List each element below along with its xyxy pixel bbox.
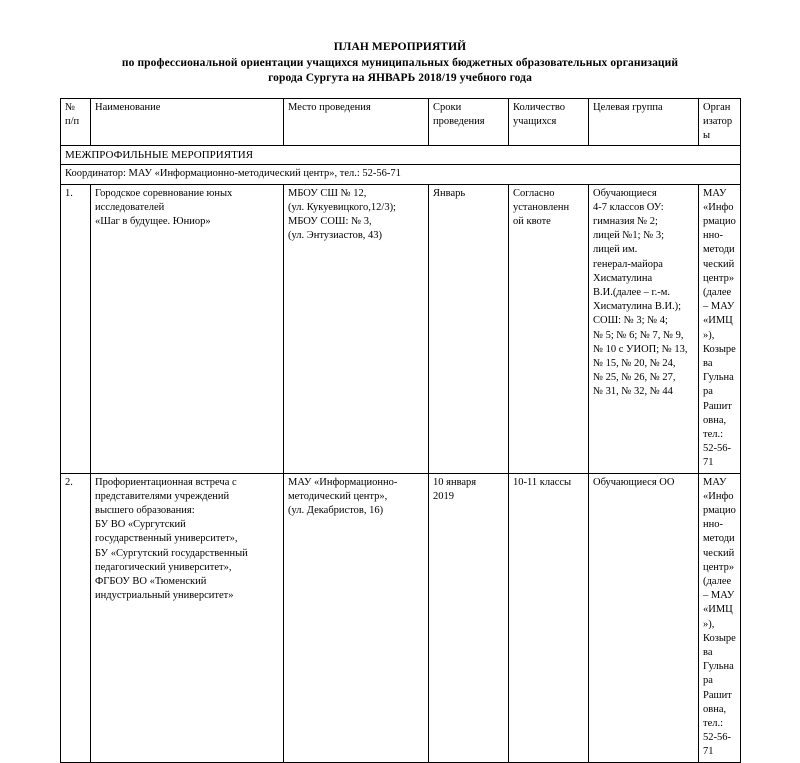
text-line: БУ «Сургутский государственный xyxy=(95,547,248,559)
row-venue xyxy=(284,184,429,473)
text-line: № 15, № 20, № 24, xyxy=(593,357,676,369)
column-header-number-line2: п/п xyxy=(65,115,80,127)
row-number: 2. xyxy=(61,473,91,762)
row-event-name-lines xyxy=(95,187,279,230)
column-header-dates-line1: Сроки xyxy=(433,101,462,113)
text-line: центр» xyxy=(703,561,735,573)
text-line: (далее – МАУ xyxy=(703,576,735,602)
text-line: 10-11 классы xyxy=(513,476,572,488)
text-line: генерал-майора xyxy=(593,258,663,270)
row-dates xyxy=(429,473,509,762)
text-line: (далее – МАУ xyxy=(703,286,735,313)
text-line: Козырева xyxy=(703,343,736,369)
text-line: (ул. Декабристов, 16) xyxy=(288,504,384,516)
column-header-target-group: Целевая группа xyxy=(589,98,699,146)
row-event-name xyxy=(91,473,284,762)
text-line: тел.: 52-56-71 xyxy=(703,428,731,469)
table-row xyxy=(61,184,741,473)
text-line: МБОУ СОШ: № 3, xyxy=(288,215,372,227)
text-line: № 25, № 26, № 27, xyxy=(593,372,676,384)
row-target-group-lines xyxy=(593,476,694,490)
row-dates-lines xyxy=(433,476,504,504)
row-venue-lines xyxy=(288,476,424,519)
title-line-3: города Сургута на ЯНВАРЬ 2018/19 учебного года xyxy=(268,72,532,84)
text-line: Хисматулина xyxy=(593,272,653,284)
row-event-name-lines xyxy=(95,476,279,604)
plan-table-container xyxy=(60,87,740,763)
text-line: государственный университет», xyxy=(95,533,238,545)
row-venue-lines xyxy=(288,187,424,244)
text-line: Козырева xyxy=(703,632,736,659)
title-line-1: ПЛАН МЕРОПРИЯТИЙ xyxy=(333,41,467,53)
text-line: «ИМЦ»), xyxy=(703,315,733,341)
section-banner-subtitle-row xyxy=(61,165,741,184)
row-student-count-lines xyxy=(513,476,584,490)
column-header-name: Наименование xyxy=(91,98,284,146)
row-organizers-lines xyxy=(703,476,736,760)
column-header-organizers: Организаторы xyxy=(699,98,741,146)
row-target-group xyxy=(589,184,699,473)
text-line: индустриальный университет» xyxy=(95,590,234,602)
text-line: № 10 с УИОП; № 13, xyxy=(593,343,688,355)
text-line: Рашитовна, xyxy=(703,689,732,715)
text-line: нно- xyxy=(703,230,723,242)
row-dates xyxy=(429,184,509,473)
text-line: методический xyxy=(703,533,735,559)
column-header-place: Место проведения xyxy=(284,98,429,146)
column-header-number xyxy=(61,98,91,146)
row-student-count xyxy=(509,184,589,473)
text-line: ой квоте xyxy=(513,215,551,227)
section-coordinator: Координатор: МАУ «Информационно-методический центр», тел.: 52-56-71 xyxy=(61,165,741,184)
text-line: центр» xyxy=(703,272,735,284)
row-organizers xyxy=(699,473,741,762)
text-line: 2019 xyxy=(433,490,454,502)
text-line: Гульнара xyxy=(703,372,734,398)
text-line: МАУ xyxy=(703,476,727,488)
text-line: Обучающиеся ОО xyxy=(593,476,675,488)
title-line-2: по профессиональной ориентации учащихся муниципальных бюджетных образовательных организаций xyxy=(121,56,679,69)
row-organizers-lines xyxy=(703,187,736,471)
table-header xyxy=(61,98,741,146)
text-line: (ул. Кукуевицкого,12/3); xyxy=(288,201,396,213)
row-venue xyxy=(284,473,429,762)
row-student-count-lines xyxy=(513,187,584,230)
plan-table xyxy=(60,98,741,763)
column-header-count-line1: Количество xyxy=(513,101,566,113)
text-line: ФГБОУ ВО «Тюменский xyxy=(95,576,207,587)
text-line: «ИМЦ»), xyxy=(703,604,733,630)
table-row xyxy=(61,473,741,762)
row-dates-lines xyxy=(433,187,504,201)
text-line: Гульнара xyxy=(703,661,734,687)
text-line: БУ ВО «Сургутский xyxy=(95,519,186,531)
column-header-count xyxy=(509,98,589,146)
text-line: 4-7 классов ОУ: xyxy=(593,201,664,213)
text-line: нно- xyxy=(703,519,723,531)
text-line: «Шаг в будущее. Юниор» xyxy=(95,215,211,227)
text-line: «Информацио xyxy=(703,490,736,516)
section-title: МЕЖПРОФИЛЬНЫЕ МЕРОПРИЯТИЯ xyxy=(61,146,741,165)
text-line: Обучающиеся xyxy=(593,187,657,199)
column-header-number-line1: № xyxy=(65,101,76,113)
text-line: МАУ «Информационно- xyxy=(288,476,398,488)
text-line: лицей №1; № 3; xyxy=(593,230,665,242)
text-line: методический центр», xyxy=(288,490,388,502)
text-line: № 5; № 6; № 7, № 9, xyxy=(593,329,684,341)
row-organizers xyxy=(699,184,741,473)
text-line: педагогический университет», xyxy=(95,561,232,573)
table-header-row xyxy=(61,98,741,146)
section-banner-title-row xyxy=(61,146,741,165)
text-line: «Информацио xyxy=(703,201,736,227)
text-line: В.И.(далее – г.-м. xyxy=(593,286,671,298)
text-line: МАУ xyxy=(703,187,727,199)
text-line: СОШ: № 3; № 4; xyxy=(593,315,668,327)
table-body xyxy=(61,146,741,763)
row-target-group xyxy=(589,473,699,762)
text-line: МБОУ СШ № 12, xyxy=(288,187,367,199)
text-line: исследователей xyxy=(95,201,165,213)
text-line: № 31, № 32, № 44 xyxy=(593,386,673,398)
text-line: Профориентационная встреча с xyxy=(95,476,237,488)
text-line: 10 января xyxy=(433,476,477,488)
text-line: гимназия № 2; xyxy=(593,215,658,227)
text-line: методический xyxy=(703,244,735,270)
text-line: лицей им. xyxy=(593,244,638,256)
page-title xyxy=(0,0,800,87)
row-number: 1. xyxy=(61,184,91,473)
text-line: представителями учреждений xyxy=(95,490,230,502)
text-line: Январь xyxy=(433,187,466,199)
text-line: Согласно xyxy=(513,187,555,199)
column-header-dates xyxy=(429,98,509,146)
row-event-name xyxy=(91,184,284,473)
text-line: (ул. Энтузиастов, 43) xyxy=(288,230,383,242)
text-line: высшего образования: xyxy=(95,504,195,516)
column-header-count-line2: учащихся xyxy=(513,115,557,127)
row-target-group-lines xyxy=(593,187,694,400)
text-line: Городское соревнование юных xyxy=(95,187,233,199)
text-line: Хисматулина В.И.); xyxy=(593,301,682,313)
text-line: тел.: 52-56-71 xyxy=(703,718,731,758)
text-line: Рашитовна, xyxy=(703,400,732,426)
text-line: установленн xyxy=(513,201,570,213)
row-student-count xyxy=(509,473,589,762)
column-header-dates-line2: проведения xyxy=(433,115,485,127)
